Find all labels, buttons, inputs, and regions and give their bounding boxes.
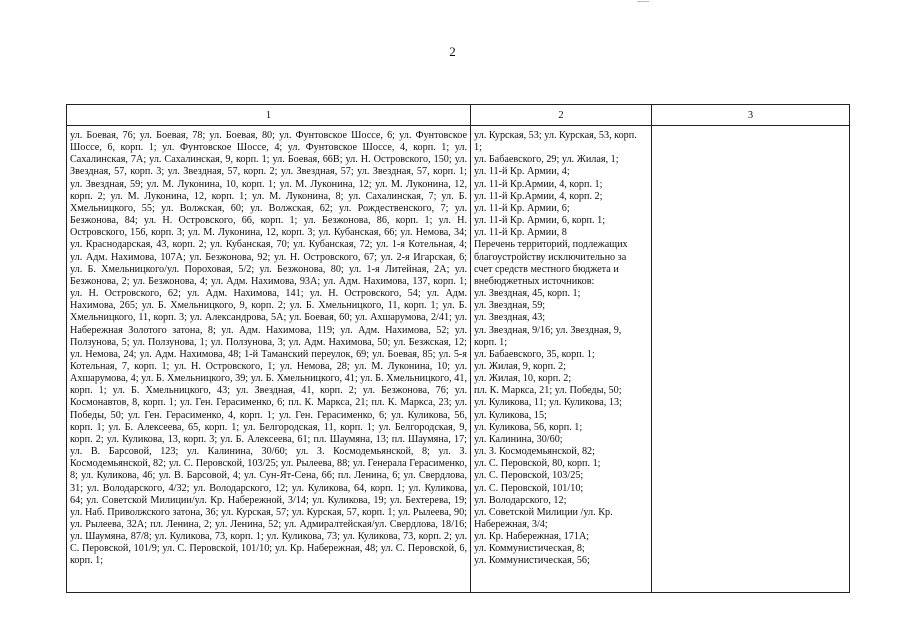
column-2-line: ул. З. Космодемьянской, 82; [474,446,595,458]
column-2-line: ул. Куликова, 11; ул. Куликова, 13; [474,397,622,409]
column-2-line: счет средств местного бюджета и [474,263,619,275]
column-2-line: Перечень территорий, подлежащих [474,239,628,251]
column-2-line: ул. Калинина, 30/60; [474,433,563,445]
column-2-line: ул. 11-й Кр. Армии, 6, корп. 1; [474,215,606,227]
column-2-line: пл. К. Маркса, 21; ул. Победы, 50; [474,385,622,397]
column-header-2: 2 [471,105,652,126]
column-1-cell [67,126,471,593]
column-2-line: ул. 11-й Кр. Армии, 4; [474,166,570,178]
column-2-line: ул. Жилая, 10, корп. 2; [474,373,572,385]
table-header-row [67,105,850,126]
table-row [67,126,850,593]
column-2-line: ул. Советской Милиции /ул. Кр. [474,506,613,518]
column-2-line: ул. Бабаевского, 35, корп. 1; [474,348,595,360]
column-2-line: ул. Жилая, 9, корп. 2; [474,360,567,372]
column-header-1: 1 [67,105,471,126]
address-list-column-2 [474,130,648,568]
column-2-line: ул. 11-й Кр.Армии, 4, корп. 2; [474,190,603,202]
column-2-line: ул. Бабаевского, 29; ул. Жилая, 1; [474,154,619,166]
column-3-cell [652,126,850,593]
column-2-line: ул. Куликова, 56, корп. 1; [474,421,583,433]
column-2-line: ул. С. Перовской, 103/25; [474,470,584,482]
column-2-line: благоустройству исключительно за [474,251,627,263]
column-2-line: ул. Звездная, 9/16; ул. Звездная, 9, [474,324,622,336]
column-2-line: ул. Звездная, 43; [474,312,546,324]
column-2-line: ул. Курская, 53; ул. Курская, 53, корп. [474,130,637,141]
column-2-line: Набережная, 3/4; [474,519,548,530]
column-2-line: ул. 11-й Кр. Армии, 6; [474,202,570,214]
column-2-line: ул. Звездная, 59; [474,300,546,312]
column-2-line: корп. 1; [474,336,508,348]
column-2-line: ул. Коммунистическая, 56; [474,555,590,567]
page-number: 2 [449,44,456,59]
column-2-line: ул. 11-й Кр.Армии, 4, корп. 1; [474,178,603,190]
column-2-cell [471,126,652,593]
column-2-line: 1; [474,142,482,154]
column-2-line: внебюджетных источников: [474,275,595,287]
column-2-line: ул. Куликова, 15; [474,409,547,421]
column-2-line: ул. 11-й Кр. Армии, 8 [474,227,567,239]
column-2-line: ул. С. Перовской, 101/10; [474,482,584,494]
column-2-line: ул. Коммунистическая, 8; [474,543,585,555]
address-list-column-1: ул. Боевая, 76; ул. Боевая, 78; ул. Боевая, 80; ул. Фунтовское Шоссе, 6; ул. Фунтовское Шоссе, 6, корп. 1; ул. Фунтовское Шоссе, 4; ул. Фунтовское Шоссе, 4, корп. 1; ул. Сахалинская, 7А; ул. Сахалинская, 9, корп. 1; ул. Боевая, 66В; ул. Н. Островского, 150; ул. Звездная, 57, корп. 3; ул. Звездная, 57, корп. 2; ул. Звездная, 57; ул. Звездная, 57, корп. 1; ул. Звездная, 59; ул. М. Луконина, 10, корп. 1; ул. М. Луконина, 12; ул. М. Луконина, 12, корп. 2; ул. М. Луконина, 12, корп. 1; ул. М. Луконина, 8; ул. Сахалинская, 7; ул. Б. Хмельницкого, 55; ул. Волжская, 60; ул. Волжская, 62; ул. Рождественского, 7; ул. Безжонова, 84; ул. Н. Островского, 66, корп. 1; ул. Безжонова, 86, корп. 1; ул. Н. Островского, 156, корп. 3; ул. М. Луконина, 12, корп. 3; ул. Кубанская, 66; ул. Немова, 34; ул. Краснодарская, 43, корп. 2; ул. Кубанская, 70; ул. Кубанская, 72; ул. 1-я Котельная, 4; ул. Адм. Нахимова, 107А; ул. Безжонова, 92; ул. Н. Островского, 67; ул. 2-я Игарская, 6; ул. Б. Хмельницкого/ул. Пороховая, 5/2; ул. Безжонова, 80; ул. 1-я Литейная, 2А; ул. Безжонова, 2; ул. Безжонова, 4; ул. Адм. Нахимова, 93А; ул. Адм. Нахимова, 137, корп. 1; ул. Н. Островского, 62; ул. Адм. Нахимова, 141; ул. Н. Островского, 54; ул. Адм. Нахимова, 265; ул. Б. Хмельницкого, 9, корп. 2; ул. Б. Хмельницкого, 11, корп. 1; ул. Б. Хмельницкого, 11, корп. 3; ул. Александрова, 5А; ул. Боевая, 60; ул. Ахшарумова, 2/41; ул. Набережная Золотого затона, 8; ул. Адм. Нахимова, 119; ул. Адм. Нахимова, 52; ул. Ползунова, 5; ул. Ползунова, 1; ул. Ползунова, 3; ул. Адм. Нахимова, 50; ул. Безжская, 12; ул. Немова, 24; ул. Адм. Нахимова, 48; 1-й Таманский переулок, 69; ул. Боевая, 85; ул. 5-я Котельная, 7, корп. 1; ул. Н. Островского, 1; ул. Немова, 28; ул. М. Луконина, 10; ул. Ахшарумова, 4; ул. Б. Хмельницкого, 39; ул. Б. Хмельницкого, 41; ул. Б. Хмельницкого, 41, корп. 1; ул. Б. Хмельницкого, 43; ул. Звездная, 41, корп. 2; ул. Безжонова, 76; ул. Космонавтов, 8, корп. 1; ул. Ген. Герасименко, 6; пл. К. Маркса, 21; пл. К. Маркса, 23; ул. Победы, 50; ул. Ген. Герасименко, 4, корп. 1; ул. Ген. Герасименко, 6; ул. Куликова, 56, корп. 1; ул. Б. Алексеева, 65, корп. 1; ул. Белгородская, 11, корп. 1; ул. Белгородская, 9, корп. 2; ул. Куликова, 13, корп. 3; ул. Б. Алексеева, 61; пл. Шаумяна, 13; пл. Шаумяна, 17; ул. В. Барсовой, 123; ул. Калинина, 30/60; ул. З. Космодемьянской, 8; ул. З. Космодемьянской, 82; ул. С. Перовской, 103/25; ул. Рылеева, 88; ул. Генерала Герасименко, 8; ул. Куликова, 46; ул. В. Барсовой, 4; ул. Сун-Ят-Сена, 66; пл. Ленина, 6; ул. Свердлова, 31; ул. Володарского, 4/32; ул. Володарского, 12; ул. Куликова, 64, корп. 1; ул. Куликова, 64; ул. Советской Милиции/ул. Кр. Набережной, 3/14; ул. Куликова, 19; ул. Бехтерева, 19; ул. Наб. Приволжского затона, 36; ул. Курская, 57; ул. Курская, 57, корп. 1; ул. Рылеева, 90; ул. Рылеева, 32А; пл. Ленина, 2; ул. Ленина, 52; ул. Адмиралтейская/ул. Свердлова, 18/16; ул. Шаумяна, 87/8; ул. Куликова, 73, корп. 1; ул. Куликова, 73; ул. Куликова, 73, корп. 2; ул. С. Перовской, 101/9; ул. С. Перовской, 101/10; ул. Кр. Набережная, 48; ул. С. Перовской, 6, корп. 1; [70,130,467,567]
column-2-line: ул. Володарского, 12; [474,494,567,506]
column-2-line: ул. Звездная, 45, корп. 1; [474,288,581,300]
column-2-line: ул. Кр. Набережная, 171А; [474,531,590,543]
column-header-3: 3 [652,105,850,126]
column-2-line: ул. С. Перовской, 80, корп. 1; [474,458,601,470]
address-table [66,104,850,593]
scan-artifact [637,1,649,2]
